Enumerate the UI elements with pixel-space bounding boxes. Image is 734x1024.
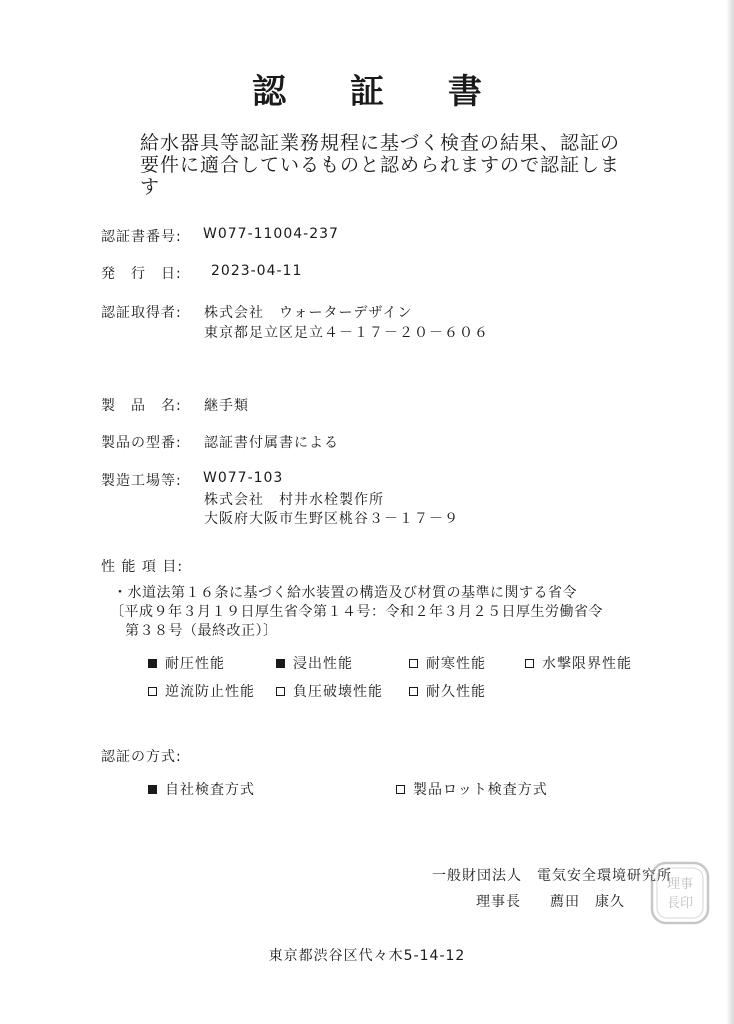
standard-line: 〔平成９年３月１９日厚生省令第１４号：令和２年３月２５日厚生労働省令 bbox=[110, 604, 603, 620]
certification-statement: 給水器具等認証業務規程に基づく検査の結果、認証の要件に適合しているものと認められますので認証します bbox=[140, 132, 621, 198]
factory-name: 株式会社 村井水栓製作所 bbox=[204, 492, 384, 508]
perf-item-label: 水撃限界性能 bbox=[542, 656, 632, 672]
model-value: 認証書付属書による bbox=[204, 435, 339, 451]
cert-no-value: W077-11004-237 bbox=[203, 226, 339, 242]
checkbox-icon bbox=[148, 785, 157, 794]
holder-address: 東京都足立区足立４－１７－２０－６０６ bbox=[204, 325, 489, 341]
perf-item-cold bbox=[409, 653, 486, 673]
cert-no-label: 認証書番号: bbox=[101, 229, 182, 245]
svg-text:理事: 理事 bbox=[666, 877, 694, 892]
perf-item-label: 耐寒性能 bbox=[426, 656, 486, 672]
footer-address: 東京都渋谷区代々木5-14-12 bbox=[268, 948, 466, 964]
checkbox-icon bbox=[276, 687, 285, 696]
product-name-value: 継手類 bbox=[204, 398, 249, 414]
svg-text:長印: 長印 bbox=[666, 896, 694, 911]
factory-label: 製造工場等: bbox=[101, 473, 182, 489]
perf-item-pressure bbox=[148, 653, 225, 673]
perf-item-leaching bbox=[276, 653, 353, 673]
perf-item-label: 耐久性能 bbox=[426, 684, 486, 700]
method-label: 認証の方式: bbox=[101, 749, 182, 765]
model-label: 製品の型番: bbox=[101, 435, 182, 451]
issuer-org: 一般財団法人 電気安全環境研究所 bbox=[432, 868, 672, 884]
page-edge-shadow bbox=[726, 0, 734, 1024]
method-item-lot-inspection bbox=[396, 779, 548, 799]
issuer-title: 理事長 bbox=[476, 894, 521, 910]
factory-address: 大阪府大阪市生野区桃谷３－１７－９ bbox=[204, 511, 459, 527]
factory-code: W077-103 bbox=[203, 470, 284, 486]
holder-label: 認証取得者: bbox=[101, 305, 182, 321]
standard-line: ・水道法第１６条に基づく給水装置の構造及び材質の基準に関する省令 bbox=[113, 585, 577, 601]
checkbox-icon bbox=[409, 687, 418, 696]
performance-label: 性 能 項 目: bbox=[101, 559, 184, 575]
perf-item-durability bbox=[409, 681, 486, 701]
perf-item-label: 浸出性能 bbox=[293, 656, 353, 672]
perf-item-backflow bbox=[148, 681, 255, 701]
method-item-label: 自社検査方式 bbox=[165, 782, 255, 798]
document-title: 認 証 書 bbox=[252, 72, 508, 112]
method-item-label: 製品ロット検査方式 bbox=[413, 782, 548, 798]
checkbox-icon bbox=[396, 785, 405, 794]
checkbox-icon bbox=[409, 659, 418, 668]
perf-item-vacuum-break bbox=[276, 681, 383, 701]
checkbox-icon bbox=[525, 659, 534, 668]
standard-line: 第３８号（最終改正）〕 bbox=[125, 623, 278, 639]
perf-item-label: 負圧破壊性能 bbox=[293, 684, 383, 700]
issue-date-label: 発 行 日: bbox=[101, 266, 182, 282]
method-item-self-inspection bbox=[148, 779, 255, 799]
official-seal-stamp bbox=[649, 860, 711, 926]
perf-item-label: 耐圧性能 bbox=[165, 656, 225, 672]
product-name-label: 製 品 名: bbox=[101, 398, 182, 414]
perf-item-label: 逆流防止性能 bbox=[165, 684, 255, 700]
perf-item-water-hammer bbox=[525, 653, 632, 673]
holder-name: 株式会社 ウォーターデザイン bbox=[204, 305, 413, 321]
checkbox-icon bbox=[148, 687, 157, 696]
issue-date-value: 2023-04-11 bbox=[211, 263, 303, 279]
issuer-name: 薦田 康久 bbox=[550, 894, 625, 910]
checkbox-icon bbox=[276, 659, 285, 668]
checkbox-icon bbox=[148, 659, 157, 668]
